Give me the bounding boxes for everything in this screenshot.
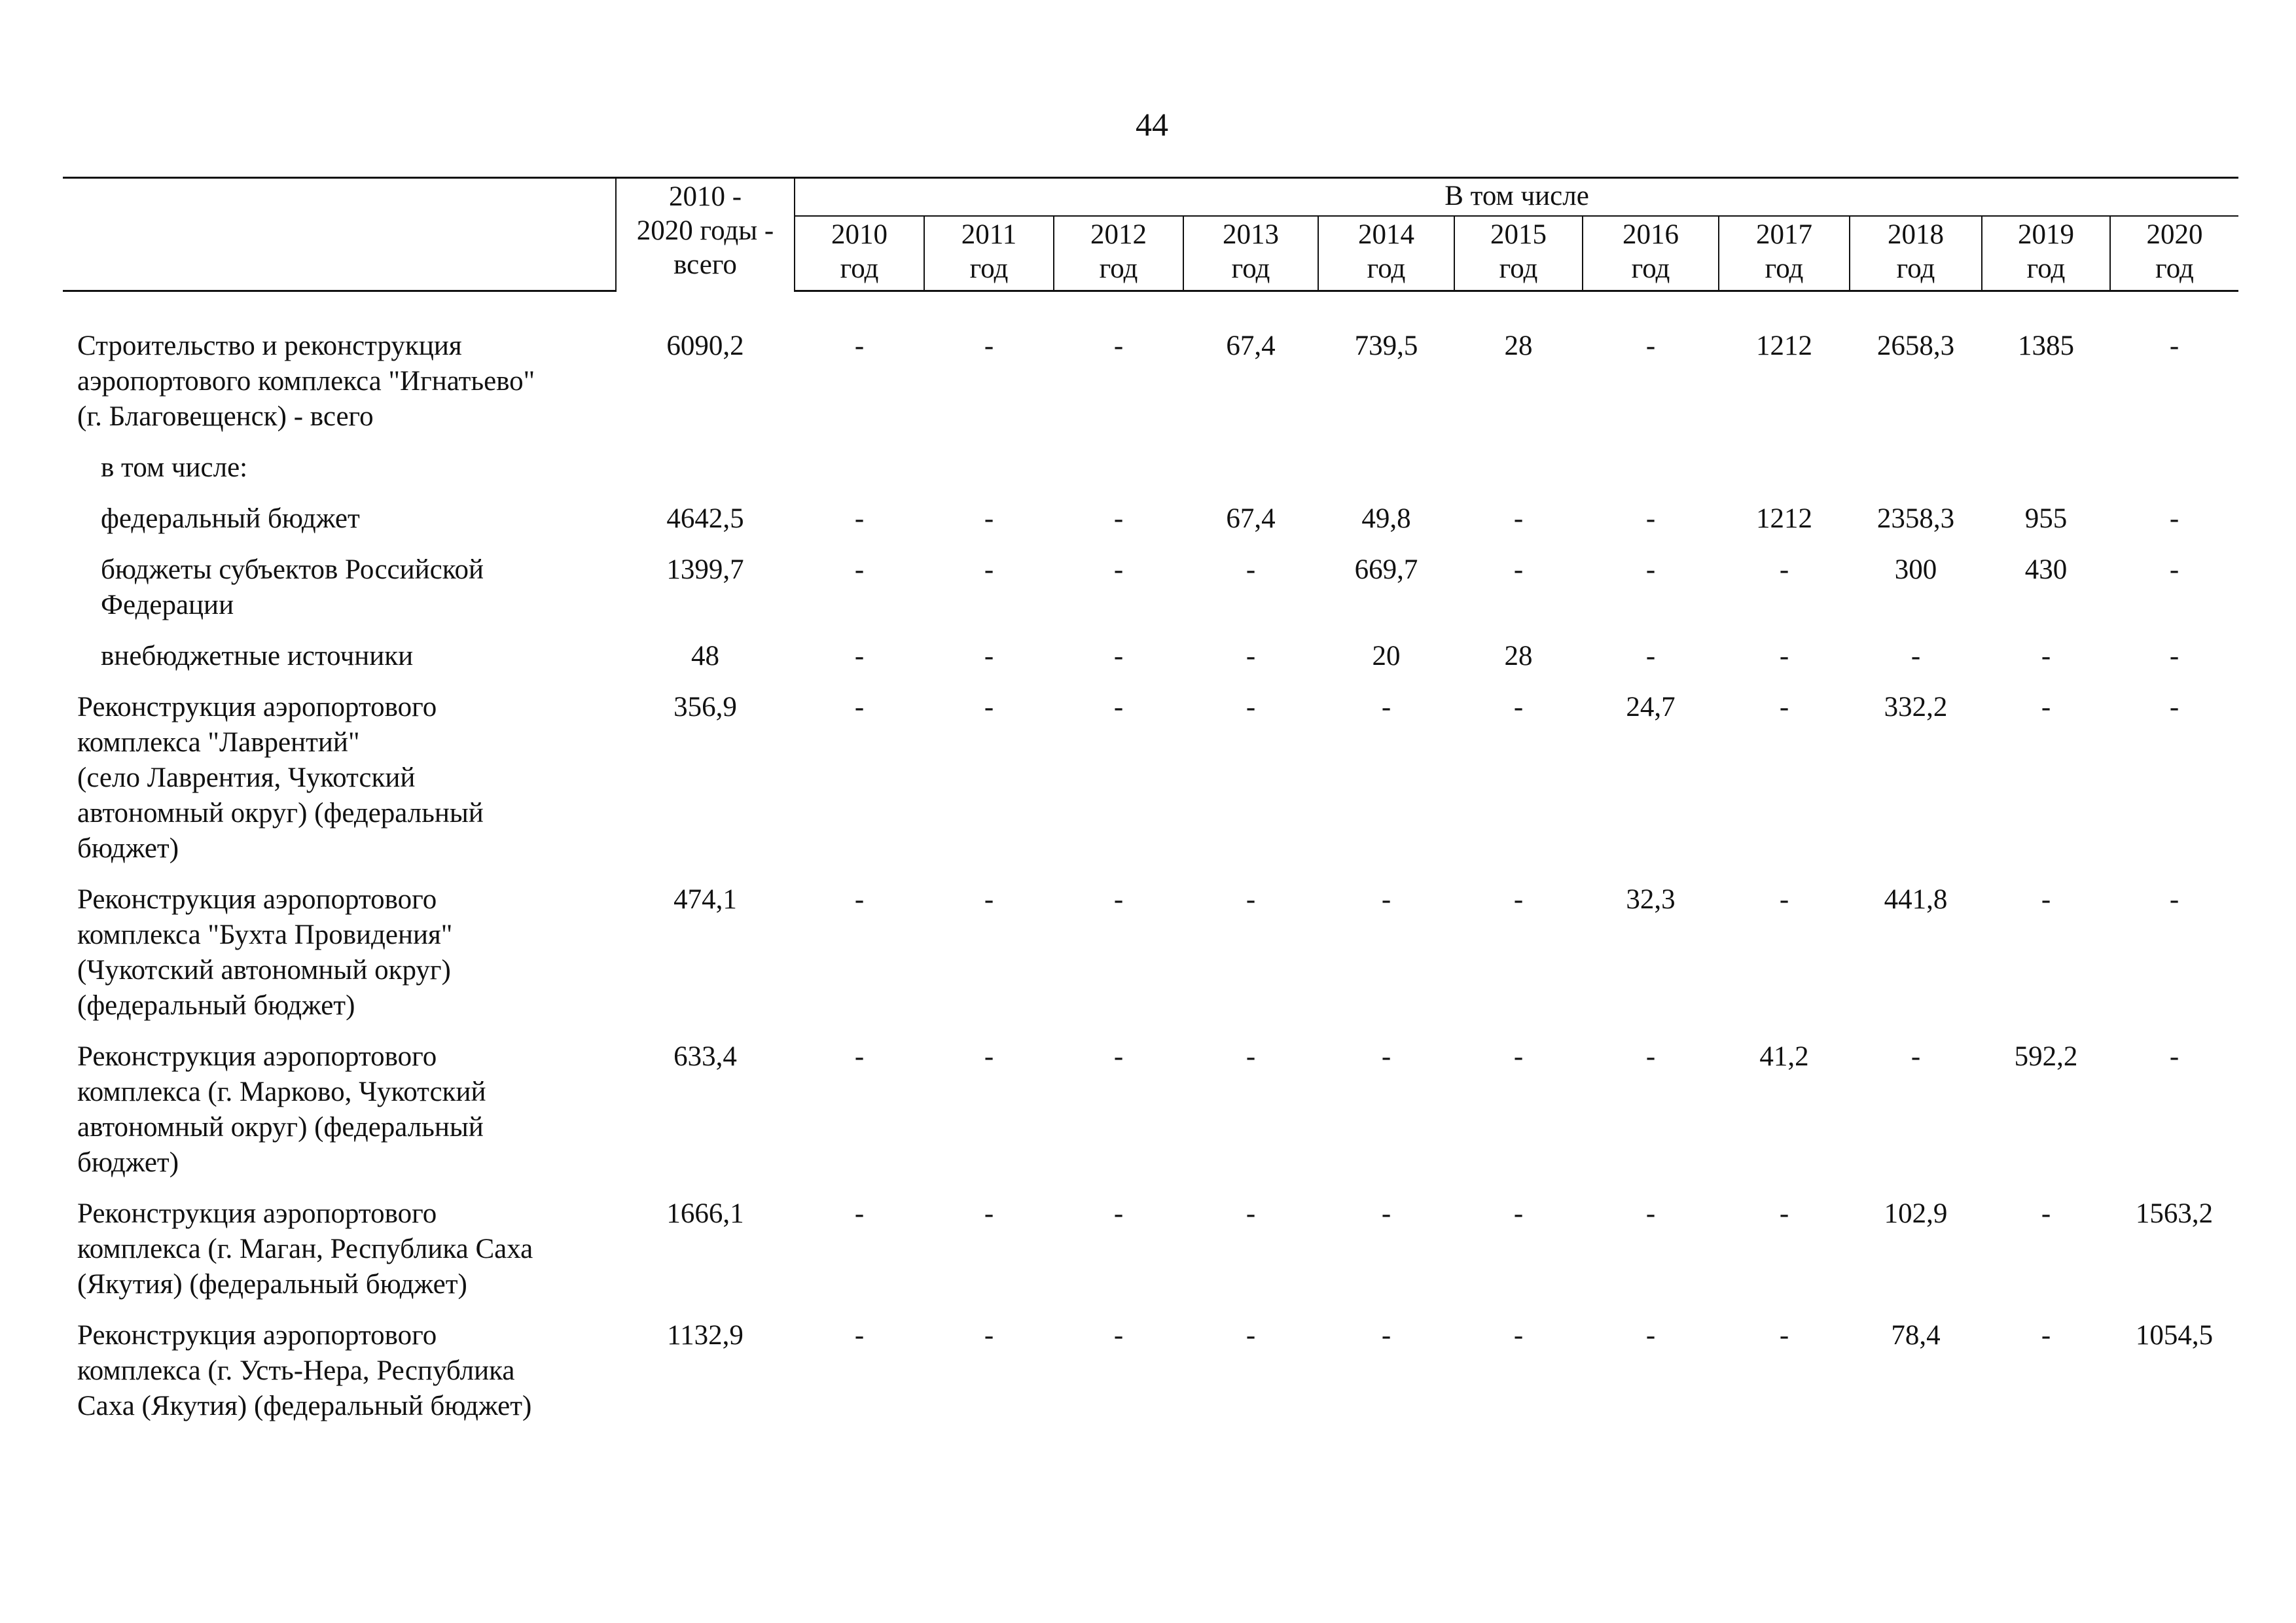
year-label: 2013	[1223, 219, 1279, 250]
row-name	[63, 1039, 616, 1196]
cell-2018: 102,9	[1884, 1198, 1948, 1229]
cell-2010: -	[854, 884, 865, 915]
cell-2019: -	[2041, 1320, 2051, 1351]
table-row	[63, 690, 2238, 882]
cell-2018: -	[1910, 641, 1921, 671]
cell-2016	[1583, 450, 1719, 501]
row-name	[63, 552, 616, 639]
cell-2020: -	[2169, 692, 2179, 722]
row-total: 1666,1	[666, 1198, 744, 1229]
cell-2017: -	[1779, 884, 1789, 915]
row-name-line: комплекса (г. Маган, Республика Саха	[77, 1234, 533, 1264]
cell-2017: -	[1779, 554, 1789, 585]
cell-2013: 67,4	[1226, 330, 1276, 361]
cell-2011	[924, 450, 1054, 501]
table-row	[63, 450, 2238, 501]
cell-2019: 592,2	[2014, 1041, 2078, 1072]
cell-2010: -	[854, 1041, 865, 1072]
table-row	[63, 882, 2238, 1039]
cell-2012	[1054, 450, 1183, 501]
cell-2010: -	[854, 641, 865, 671]
row-name	[63, 501, 616, 552]
cell-2016: -	[1645, 1198, 1656, 1229]
cell-2014: 739,5	[1354, 330, 1418, 361]
year-label: 2014	[1358, 219, 1414, 250]
row-name-line: (Якутия) (федеральный бюджет)	[77, 1269, 467, 1300]
cell-2018: 2358,3	[1876, 503, 1955, 534]
cell-2018: 78,4	[1891, 1320, 1941, 1351]
year-label: 2011	[961, 219, 1017, 250]
table-header	[63, 178, 2238, 291]
year-header-2011	[924, 216, 1054, 291]
cell-2017: 1212	[1756, 503, 1812, 534]
cell-2012: -	[1113, 503, 1124, 534]
cell-2016: -	[1645, 554, 1656, 585]
cell-2014: 20	[1372, 641, 1401, 671]
cell-2016: -	[1645, 641, 1656, 671]
row-name	[63, 1318, 616, 1440]
cell-2013: 67,4	[1226, 503, 1276, 534]
row-name-line: автономный округ) (федеральный	[77, 1112, 484, 1143]
year-header-2020	[2110, 216, 2238, 291]
cell-2015	[1454, 450, 1583, 501]
table-body	[63, 291, 2238, 1440]
row-total: 356,9	[673, 692, 737, 722]
row-name-line: комплекса (г. Марково, Чукотский	[77, 1077, 486, 1107]
row-total: 4642,5	[666, 503, 744, 534]
year-unit: год	[1765, 253, 1804, 284]
cell-2017: 1212	[1756, 330, 1812, 361]
year-unit: год	[1099, 253, 1138, 284]
cell-2014: -	[1381, 884, 1391, 915]
row-total	[616, 450, 795, 501]
year-label: 2015	[1490, 219, 1547, 250]
cell-2017	[1719, 450, 1850, 501]
cell-2019: 955	[2024, 503, 2068, 534]
table-row	[63, 1196, 2238, 1318]
year-label: 2010	[831, 219, 888, 250]
year-label: 2019	[2018, 219, 2074, 250]
row-name-line: Федерации	[101, 590, 234, 620]
row-name-line: Реконструкция аэропортового	[77, 1198, 437, 1229]
table-row	[63, 639, 2238, 690]
cell-2010: -	[854, 1198, 865, 1229]
cell-2011: -	[984, 1198, 994, 1229]
cell-2018: 441,8	[1884, 884, 1948, 915]
cell-2012: -	[1113, 554, 1124, 585]
row-total: 48	[691, 641, 719, 671]
row-name-line: (село Лаврентия, Чукотский	[77, 762, 416, 793]
row-name	[63, 690, 616, 882]
header-name-cell	[63, 178, 616, 291]
cell-2016: 32,3	[1626, 884, 1676, 915]
header-including: В том числе	[795, 178, 2238, 217]
row-name-line: федеральный бюджет	[101, 503, 360, 534]
row-total: 633,4	[673, 1041, 737, 1072]
cell-2019: -	[2041, 692, 2051, 722]
cell-2015: 28	[1504, 330, 1533, 361]
row-name	[63, 882, 616, 1039]
row-name-line: Реконструкция аэропортового	[77, 692, 437, 722]
cell-2019	[1982, 450, 2110, 501]
year-header-2018	[1850, 216, 1982, 291]
row-name	[63, 1196, 616, 1318]
year-label: 2016	[1623, 219, 1679, 250]
cell-2017: 41,2	[1759, 1041, 1809, 1072]
row-name-line: комплекса "Лаврентий"	[77, 727, 360, 758]
row-name	[63, 639, 616, 690]
year-header-2017	[1719, 216, 1850, 291]
cell-2014: 669,7	[1354, 554, 1418, 585]
header-total-line: 2010 -	[668, 181, 742, 212]
cell-2020	[2110, 450, 2238, 501]
row-name	[63, 329, 616, 450]
cell-2012: -	[1113, 1198, 1124, 1229]
header-total-cell	[616, 178, 795, 291]
row-name-line: в том числе:	[101, 452, 248, 483]
cell-2016: -	[1645, 503, 1656, 534]
cell-2014: 49,8	[1361, 503, 1411, 534]
row-name-line: Строительство и реконструкция	[77, 330, 462, 361]
cell-2017: -	[1779, 692, 1789, 722]
cell-2012: -	[1113, 692, 1124, 722]
row-name-line: (Чукотский автономный округ)	[77, 955, 451, 986]
cell-2018: 332,2	[1884, 692, 1948, 722]
year-unit: год	[840, 253, 879, 284]
cell-2012: -	[1113, 641, 1124, 671]
row-total: 6090,2	[666, 330, 744, 361]
cell-2014: -	[1381, 692, 1391, 722]
cell-2017: -	[1779, 641, 1789, 671]
row-name-line: Реконструкция аэропортового	[77, 884, 437, 915]
cell-2013: -	[1246, 884, 1256, 915]
cell-2011: -	[984, 1041, 994, 1072]
cell-2010: -	[854, 554, 865, 585]
cell-2020: -	[2169, 1041, 2179, 1072]
table-row	[63, 552, 2238, 639]
cell-2014: -	[1381, 1041, 1391, 1072]
cell-2010	[795, 450, 924, 501]
year-unit: год	[2026, 253, 2066, 284]
cell-2020: 1054,5	[2135, 1320, 2214, 1351]
row-name-line: бюджеты субъектов Российской	[101, 554, 484, 585]
table-row	[63, 1318, 2238, 1440]
row-name-line: аэропортового комплекса "Игнатьево"	[77, 366, 535, 397]
cell-2014: -	[1381, 1320, 1391, 1351]
cell-2012: -	[1113, 330, 1124, 361]
cell-2010: -	[854, 692, 865, 722]
cell-2011: -	[984, 692, 994, 722]
cell-2014: -	[1381, 1198, 1391, 1229]
cell-2013: -	[1246, 692, 1256, 722]
cell-2018: 2658,3	[1876, 330, 1955, 361]
year-label: 2012	[1090, 219, 1147, 250]
cell-2011: -	[984, 503, 994, 534]
cell-2020: -	[2169, 330, 2179, 361]
row-name-line: бюджет)	[77, 833, 179, 864]
cell-2011: -	[984, 1320, 994, 1351]
year-unit: год	[1231, 253, 1270, 284]
row-name-line: внебюджетные источники	[101, 641, 414, 671]
cell-2020: 1563,2	[2135, 1198, 2214, 1229]
cell-2015: -	[1513, 554, 1524, 585]
row-name-line: Реконструкция аэропортового	[77, 1041, 437, 1072]
cell-2013: -	[1246, 1320, 1256, 1351]
header-total-line: всего	[673, 249, 737, 280]
cell-2015: -	[1513, 1041, 1524, 1072]
cell-2013	[1183, 450, 1318, 501]
row-name-line: Реконструкция аэропортового	[77, 1320, 437, 1351]
cell-2016: -	[1645, 1041, 1656, 1072]
row-name-line: бюджет)	[77, 1147, 179, 1178]
cell-2018: -	[1910, 1041, 1921, 1072]
cell-2013: -	[1246, 1198, 1256, 1229]
cell-2020: -	[2169, 884, 2179, 915]
row-total: 1399,7	[666, 554, 744, 585]
year-unit: год	[1896, 253, 1935, 284]
cell-2019: -	[2041, 1198, 2051, 1229]
cell-2014	[1318, 450, 1454, 501]
cell-2015: 28	[1504, 641, 1533, 671]
cell-2015: -	[1513, 884, 1524, 915]
spacer-row	[63, 291, 2238, 329]
cell-2017: -	[1779, 1320, 1789, 1351]
cell-2018: 300	[1894, 554, 1937, 585]
cell-2020: -	[2169, 554, 2179, 585]
table-row	[63, 329, 2238, 450]
row-name-line: Саха (Якутия) (федеральный бюджет)	[77, 1391, 532, 1421]
row-total: 1132,9	[667, 1320, 744, 1351]
row-name	[63, 450, 616, 501]
page-number: 44	[1136, 106, 1168, 143]
year-header-2016	[1583, 216, 1719, 291]
year-header-2013	[1183, 216, 1318, 291]
year-unit: год	[1367, 253, 1406, 284]
year-label: 2018	[1888, 219, 1944, 250]
cell-2011: -	[984, 884, 994, 915]
cell-2010: -	[854, 1320, 865, 1351]
cell-2015: -	[1513, 503, 1524, 534]
table-row	[63, 1039, 2238, 1196]
header-total-line: 2020 годы -	[636, 215, 774, 246]
cell-2019: 1385	[2018, 330, 2074, 361]
year-header-2019	[1982, 216, 2110, 291]
cell-2016: -	[1645, 1320, 1656, 1351]
year-header-2014	[1318, 216, 1454, 291]
year-label: 2017	[1756, 219, 1812, 250]
year-header-2012	[1054, 216, 1183, 291]
table-row	[63, 501, 2238, 552]
row-name-line: комплекса (г. Усть-Нера, Республика	[77, 1355, 515, 1386]
cell-2013: -	[1246, 1041, 1256, 1072]
cell-2015: -	[1513, 1320, 1524, 1351]
cell-2015: -	[1513, 692, 1524, 722]
cell-2018	[1850, 450, 1982, 501]
year-header-2015	[1454, 216, 1583, 291]
row-total: 474,1	[673, 884, 737, 915]
cell-2010: -	[854, 330, 865, 361]
cell-2020: -	[2169, 641, 2179, 671]
cell-2010: -	[854, 503, 865, 534]
cell-2019: 430	[2024, 554, 2068, 585]
cell-2012: -	[1113, 1041, 1124, 1072]
year-unit: год	[1631, 253, 1670, 284]
cell-2013: -	[1246, 554, 1256, 585]
year-label: 2020	[2146, 219, 2203, 250]
row-name-line: (федеральный бюджет)	[77, 990, 355, 1021]
cell-2011: -	[984, 554, 994, 585]
cell-2011: -	[984, 330, 994, 361]
cell-2012: -	[1113, 1320, 1124, 1351]
cell-2011: -	[984, 641, 994, 671]
row-name-line: комплекса "Бухта Провидения"	[77, 919, 453, 950]
cell-2015: -	[1513, 1198, 1524, 1229]
cell-2013: -	[1246, 641, 1256, 671]
row-name-line: автономный округ) (федеральный	[77, 798, 484, 829]
budget-table	[63, 177, 2238, 1440]
cell-2017: -	[1779, 1198, 1789, 1229]
year-unit: год	[969, 253, 1009, 284]
cell-2020: -	[2169, 503, 2179, 534]
cell-2016: -	[1645, 330, 1656, 361]
cell-2019: -	[2041, 641, 2051, 671]
year-unit: год	[1499, 253, 1538, 284]
year-header-2010	[795, 216, 924, 291]
cell-2016: 24,7	[1626, 692, 1676, 722]
row-name-line: (г. Благовещенск) - всего	[77, 401, 374, 432]
cell-2019: -	[2041, 884, 2051, 915]
year-unit: год	[2155, 253, 2194, 284]
cell-2012: -	[1113, 884, 1124, 915]
